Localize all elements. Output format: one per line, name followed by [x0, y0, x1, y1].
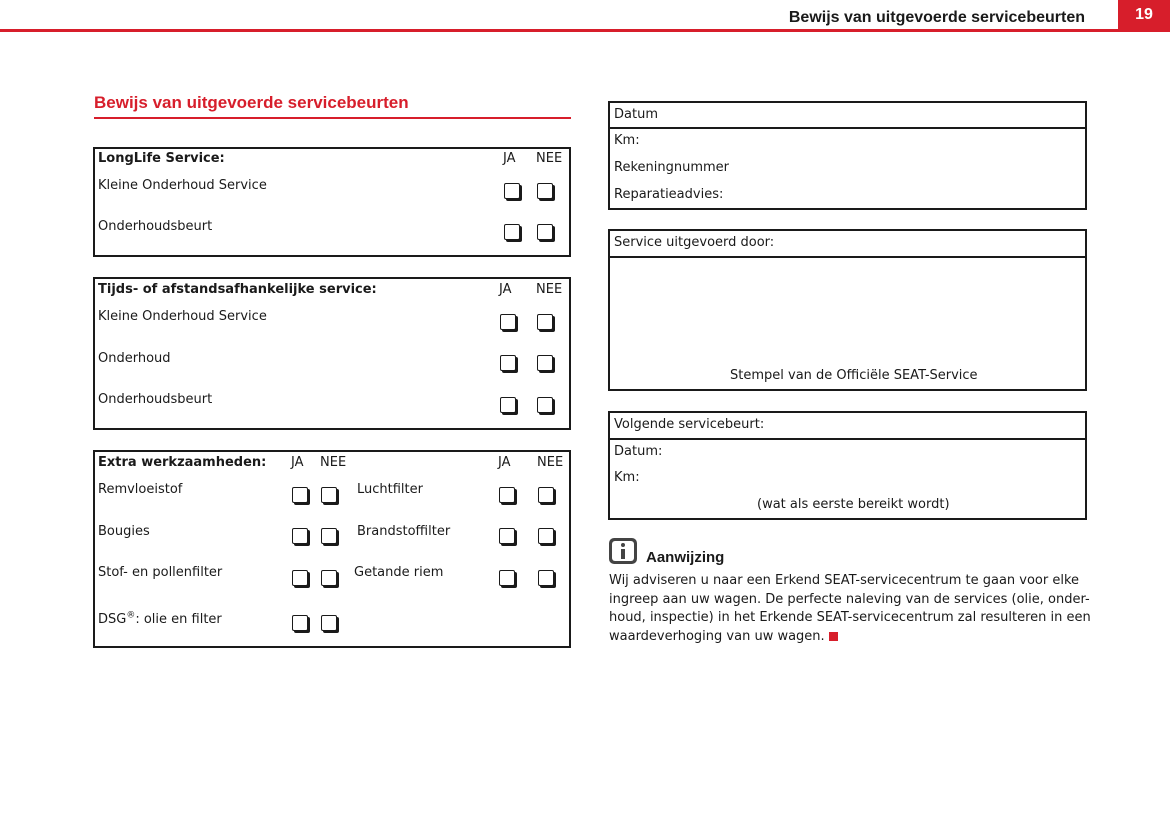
col-ja-label: JA	[499, 282, 512, 297]
longlife-item: Kleine Onderhoud Service	[98, 178, 267, 193]
longlife-title: LongLife Service:	[98, 151, 225, 166]
performed-by-box	[608, 229, 1087, 391]
extra-item-right: Luchtfilter	[357, 482, 423, 497]
record-advice-label: Reparatieadvies:	[614, 187, 724, 202]
col-nee-label: NEE	[320, 455, 347, 470]
end-of-section-mark	[829, 632, 838, 641]
extra-item-left: Remvloeistof	[98, 482, 183, 497]
section-title: Bewijs van uitgevoerde servicebeurten	[94, 93, 571, 119]
note-title: Aanwijzing	[646, 549, 725, 566]
col-ja-label: JA	[503, 151, 516, 166]
time-distance-item: Onderhoud	[98, 351, 171, 366]
next-service-km-label: Km:	[614, 470, 640, 485]
divider	[608, 256, 1087, 258]
checkbox-ja[interactable]	[292, 528, 308, 544]
registered-mark: ®	[126, 610, 136, 621]
note-line-last	[609, 629, 838, 645]
checkbox-nee[interactable]	[537, 183, 553, 199]
record-date-label: Datum	[614, 107, 658, 122]
extra-item-dsg	[98, 612, 222, 628]
extra-work-title: Extra werkzaamheden:	[98, 455, 267, 470]
stamp-label: Stempel van de Officiële SEAT-Service	[730, 368, 978, 383]
note-line: houd, inspectie) in het Erkende SEAT-servicecentrum zal resulteren in een	[609, 610, 1091, 625]
dsg-suffix: : olie en filter	[135, 612, 222, 627]
record-km-label: Km:	[614, 133, 640, 148]
checkbox-ja[interactable]	[500, 314, 516, 330]
checkbox-ja[interactable]	[499, 528, 515, 544]
header-rule	[0, 29, 1170, 32]
divider	[608, 438, 1087, 440]
checkbox-ja[interactable]	[499, 570, 515, 586]
info-icon	[609, 538, 637, 564]
checkbox-nee[interactable]	[321, 528, 337, 544]
running-header: Bewijs van uitgevoerde servicebeurten	[788, 9, 1085, 26]
checkbox-nee[interactable]	[321, 615, 337, 631]
checkbox-nee[interactable]	[538, 570, 554, 586]
checkbox-ja[interactable]	[292, 570, 308, 586]
checkbox-nee[interactable]	[537, 355, 553, 371]
checkbox-ja[interactable]	[499, 487, 515, 503]
next-service-date-label: Datum:	[614, 444, 663, 459]
note-line: Wij adviseren u naar een Erkend SEAT-servicecentrum te gaan voor elke	[609, 573, 1080, 588]
next-service-label: Volgende servicebeurt:	[614, 417, 765, 432]
checkbox-nee[interactable]	[538, 487, 554, 503]
checkbox-nee[interactable]	[321, 570, 337, 586]
time-distance-item: Onderhoudsbeurt	[98, 392, 213, 407]
col-nee-label: NEE	[537, 455, 564, 470]
col-ja-label: JA	[291, 455, 304, 470]
checkbox-ja[interactable]	[504, 183, 520, 199]
page-number: 19	[1118, 0, 1170, 30]
checkbox-nee[interactable]	[321, 487, 337, 503]
checkbox-nee[interactable]	[537, 397, 553, 413]
checkbox-ja[interactable]	[292, 615, 308, 631]
extra-item-right: Getande riem	[354, 565, 444, 580]
col-nee-label: NEE	[536, 282, 563, 297]
col-ja-label: JA	[498, 455, 511, 470]
extra-item-right: Brandstoffilter	[357, 524, 451, 539]
next-service-note: (wat als eerste bereikt wordt)	[757, 497, 950, 512]
extra-item-left: Stof- en pollenfilter	[98, 565, 223, 580]
note-line: ingreep aan uw wagen. De perfecte naleving van de services (olie, onder-	[609, 592, 1090, 607]
note-line-text: waardeverhoging van uw wagen.	[609, 629, 825, 644]
checkbox-nee[interactable]	[538, 528, 554, 544]
performed-by-label: Service uitgevoerd door:	[614, 235, 775, 250]
checkbox-ja[interactable]	[292, 487, 308, 503]
checkbox-ja[interactable]	[500, 397, 516, 413]
record-invoice-label: Rekeningnummer	[614, 160, 730, 175]
dsg-prefix: DSG	[98, 612, 127, 627]
time-distance-title: Tijds- of afstandsafhankelijke service:	[98, 282, 377, 297]
checkbox-ja[interactable]	[500, 355, 516, 371]
checkbox-nee[interactable]	[537, 314, 553, 330]
checkbox-ja[interactable]	[504, 224, 520, 240]
time-distance-item: Kleine Onderhoud Service	[98, 309, 267, 324]
longlife-item: Onderhoudsbeurt	[98, 219, 213, 234]
extra-item-left: Bougies	[98, 524, 150, 539]
col-nee-label: NEE	[536, 151, 563, 166]
checkbox-nee[interactable]	[537, 224, 553, 240]
divider	[608, 127, 1087, 129]
